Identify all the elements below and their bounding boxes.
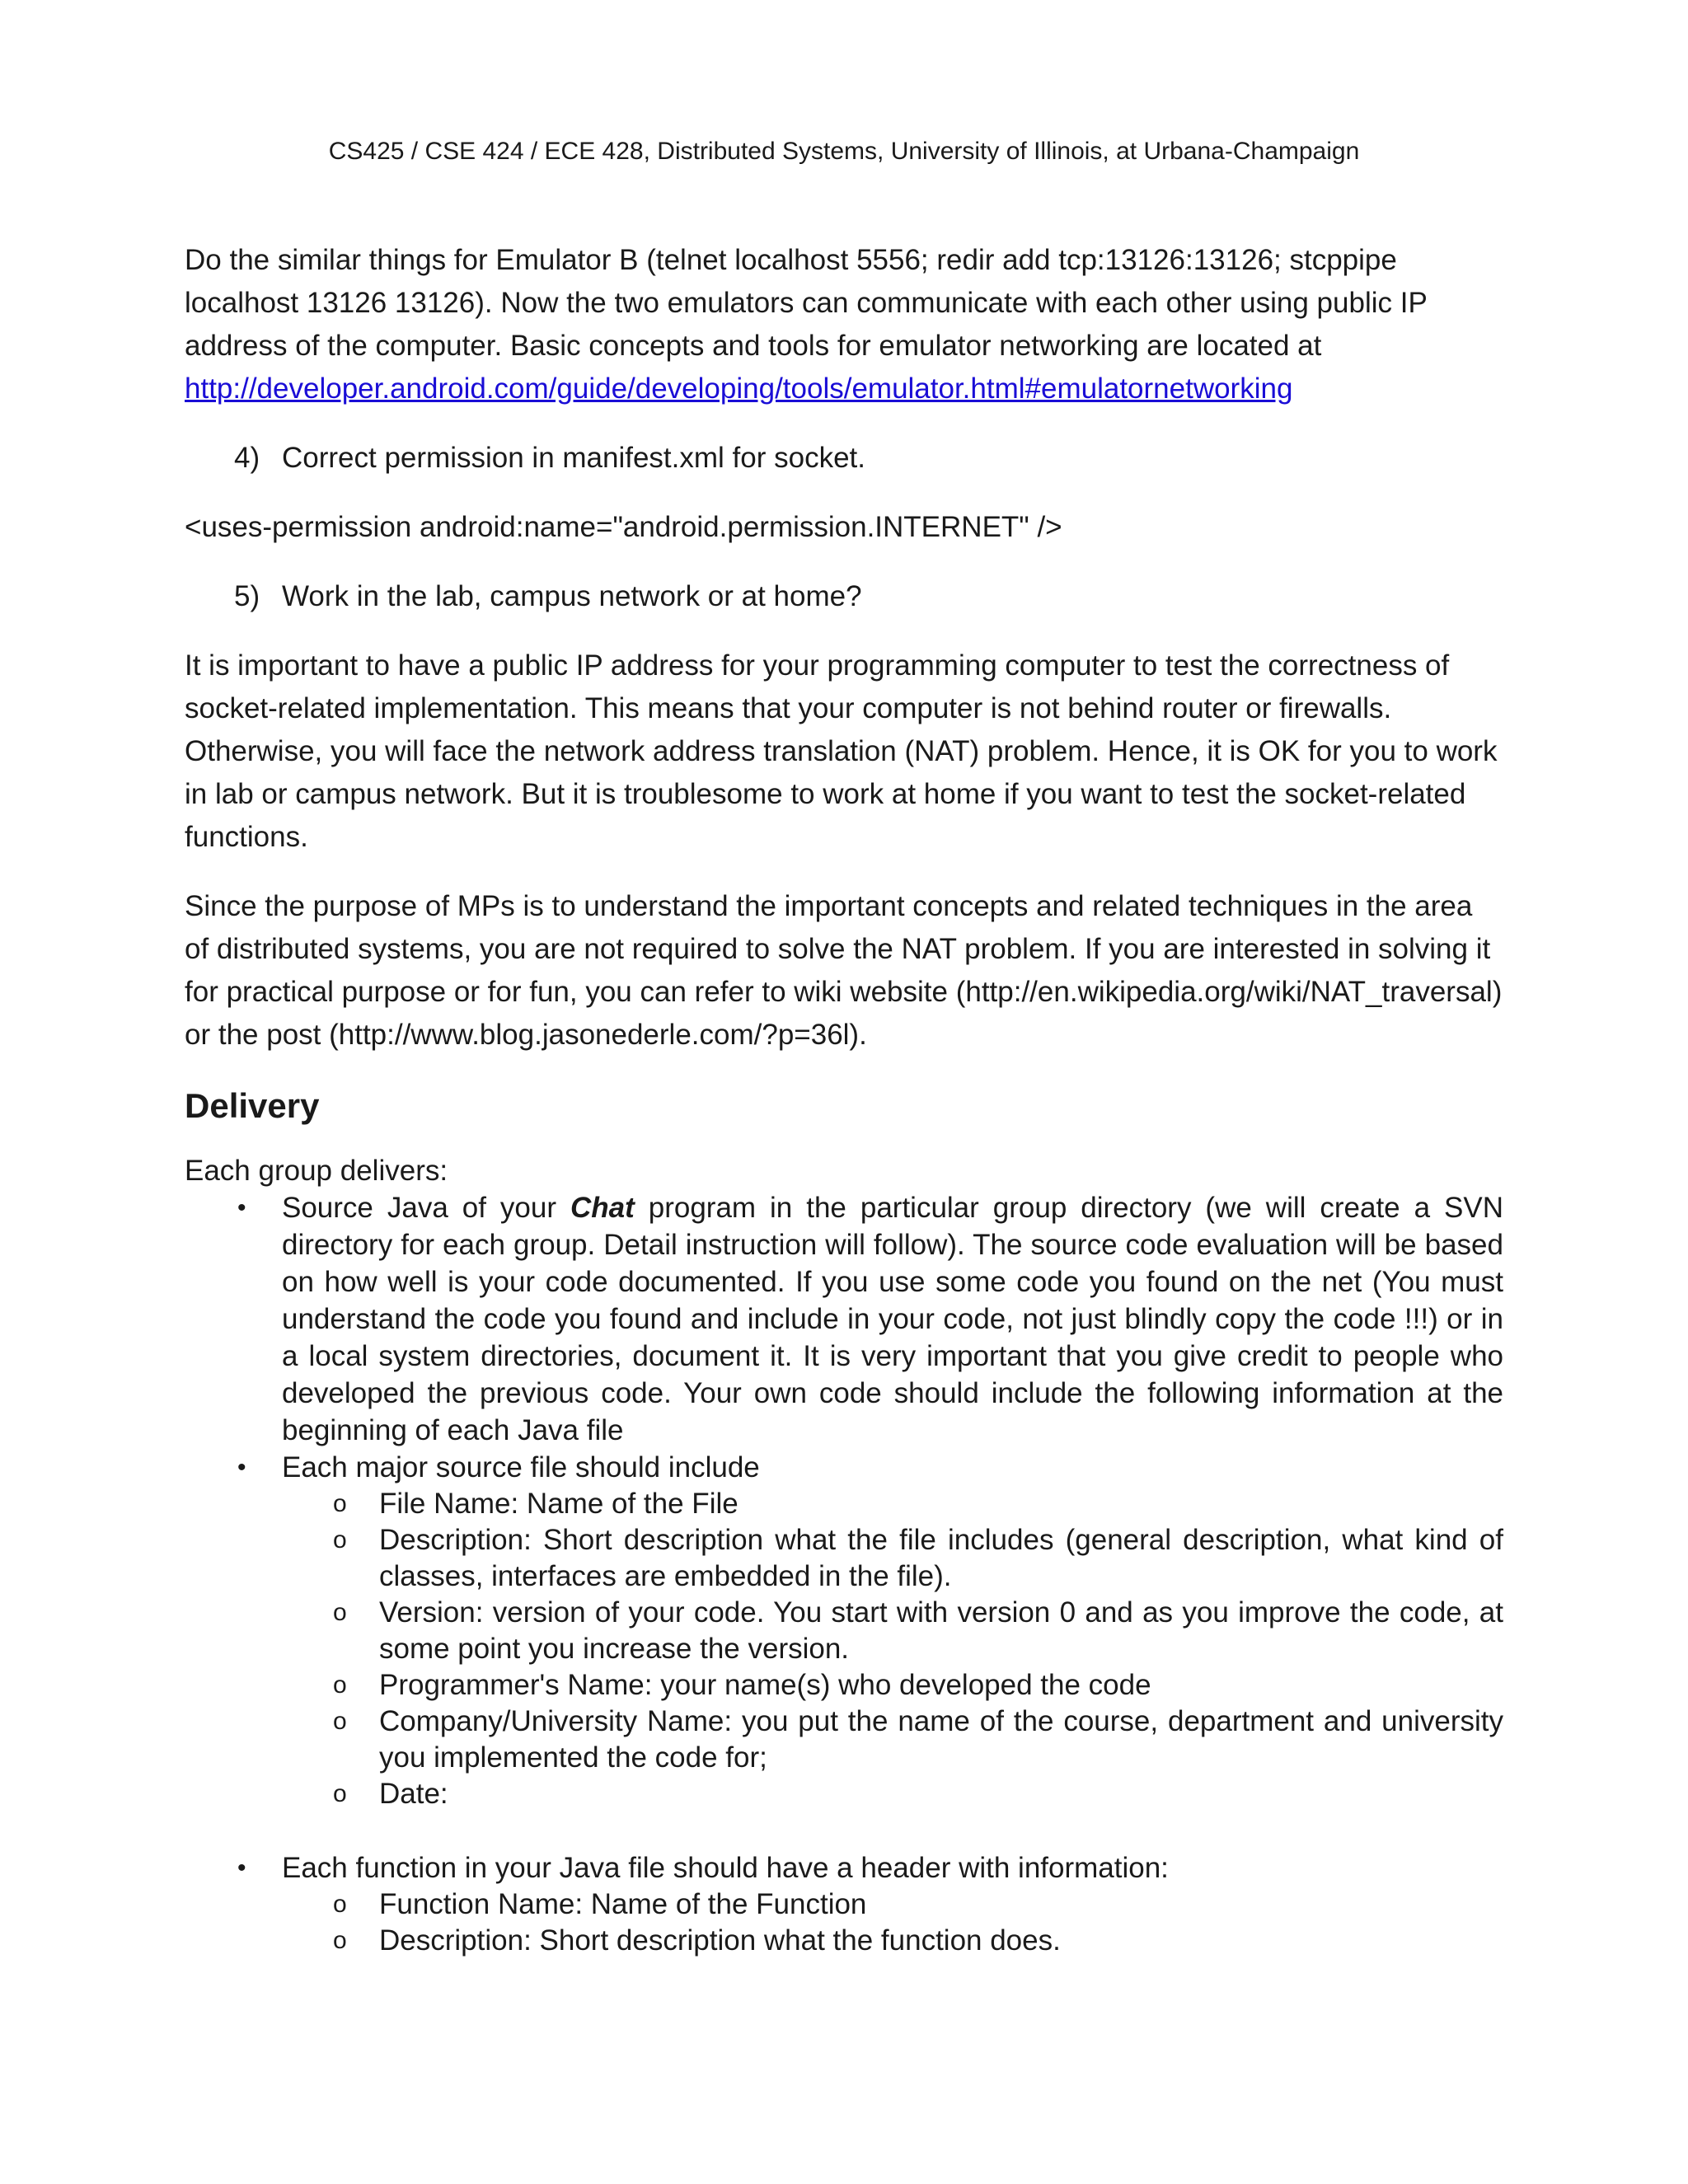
sub-item [185, 1486, 1503, 1522]
delivery-heading: Delivery [185, 1086, 320, 1125]
sub-item-programmer: Programmer's Name: your name(s) who developed the code [379, 1669, 1151, 1701]
sub-item [185, 1886, 1503, 1923]
sub-bullet-marker: o [333, 1780, 347, 1807]
emulator-networking-link[interactable]: http://developer.android.com/guide/developing/tools/emulator.html#emulatornetworking [185, 373, 1293, 405]
sub-bullet-marker: o [333, 1671, 347, 1699]
sub-item [185, 1595, 1503, 1667]
numbered-item-4 [185, 437, 1503, 480]
sub-bullet-marker: o [333, 1599, 347, 1626]
item-4-text: Correct permission in manifest.xml for socket. [282, 442, 865, 474]
spacer [185, 1812, 1503, 1849]
sub-item [185, 1667, 1503, 1704]
intro-paragraph-text: Do the similar things for Emulator B (telnet localhost 5556; redir add tcp:13126:13126; stcppipe localhost 13126 13126). Now the two emulators can communicate with each other using public IP address of the computer. Basic concepts and tools for emulator networking are located at [185, 244, 1428, 362]
bullet-2-text: Each major source file should include [282, 1451, 760, 1483]
sub-item-file-name: File Name: Name of the File [379, 1488, 738, 1520]
purpose-paragraph: Since the purpose of MPs is to understand the important concepts and related techniques in the area of distributed systems, you are not required to solve the NAT problem. If you are interested in solving it for practical purpose or for fun, you can refer to wiki website (http://en.wikipedia.org/wiki/NAT_traversal) or the post (http://www.blog.jasonederle.com/?p=36l). [185, 890, 1503, 1051]
item-5-text: Work in the lab, campus network or at home? [282, 580, 862, 612]
page-header: CS425 / CSE 424 / ECE 428, Distributed Systems, University of Illinois, at Urbana-Champaign [328, 138, 1360, 165]
sub-item-version: Version: version of your code. You start with version 0 and as you improve the code, at some point you increase the version. [379, 1596, 1503, 1665]
sub-bullet-marker: o [333, 1490, 347, 1517]
sub-item-date: Date: [379, 1778, 448, 1810]
sub-item [185, 1704, 1503, 1776]
sub-item [185, 1776, 1503, 1812]
delivery-bullet-major-source-file [185, 1449, 1503, 1486]
bullet-marker: • [237, 1454, 246, 1481]
bullet-1-emphasis: Chat [570, 1192, 635, 1224]
bullet-marker: • [237, 1854, 246, 1882]
sub-item-company: Company/University Name: you put the name of the course, department and university you implemented the code for; [379, 1705, 1503, 1774]
sub-item [185, 1923, 1503, 1959]
sub-item-description: Description: Short description what the file includes (general description, what kind of classes, interfaces are embedded in the file). [379, 1524, 1503, 1592]
sub-item-function-description: Description: Short description what the function does. [379, 1924, 1061, 1957]
bullet-3-text: Each function in your Java file should have a header with information: [282, 1852, 1169, 1884]
sub-item-function-name: Function Name: Name of the Function [379, 1888, 867, 1920]
sub-item [185, 1522, 1503, 1595]
permission-code-line: <uses-permission android:name="android.permission.INTERNET" /> [185, 511, 1062, 543]
public-ip-paragraph: It is important to have a public IP address for your programming computer to test the correctness of socket-related implementation. This means that your computer is not behind router or firewalls. Otherwise, you will face the network address translation (NAT) problem. Hence, it is OK for you to work in lab or campus network. But it is troublesome to work at home if you want to test the socket-related functions. [185, 649, 1498, 853]
bullet-1-after: program in the particular group directory (we will create a SVN directory for each group. Detail instruction will follow). The source code evaluation will be based on how well is your code documented. If you use some code you found on the net (You must understand the code you found and include in your code, not just blindly copy the code !!!) or in a local system directories, document it. It is very important that you give credit to people who developed the previous code. Your own code should include the following information at the beginning of each Java file [282, 1192, 1504, 1446]
sub-bullet-marker: o [333, 1708, 347, 1735]
item-5-number: 5) [234, 580, 260, 612]
sub-bullet-marker: o [333, 1927, 347, 1954]
intro-paragraph [185, 239, 1503, 410]
numbered-item-5 [185, 575, 1503, 618]
sub-bullet-marker: o [333, 1526, 347, 1554]
delivery-bullet-source-java [185, 1189, 1503, 1449]
item-4-number: 4) [234, 442, 260, 474]
delivery-intro: Each group delivers: [185, 1155, 448, 1187]
document-body [185, 239, 1503, 1959]
bullet-marker: • [237, 1194, 246, 1221]
bullet-1-before: Source Java of your [282, 1192, 570, 1224]
sub-bullet-marker: o [333, 1891, 347, 1918]
delivery-bullet-function-header [185, 1849, 1503, 1886]
